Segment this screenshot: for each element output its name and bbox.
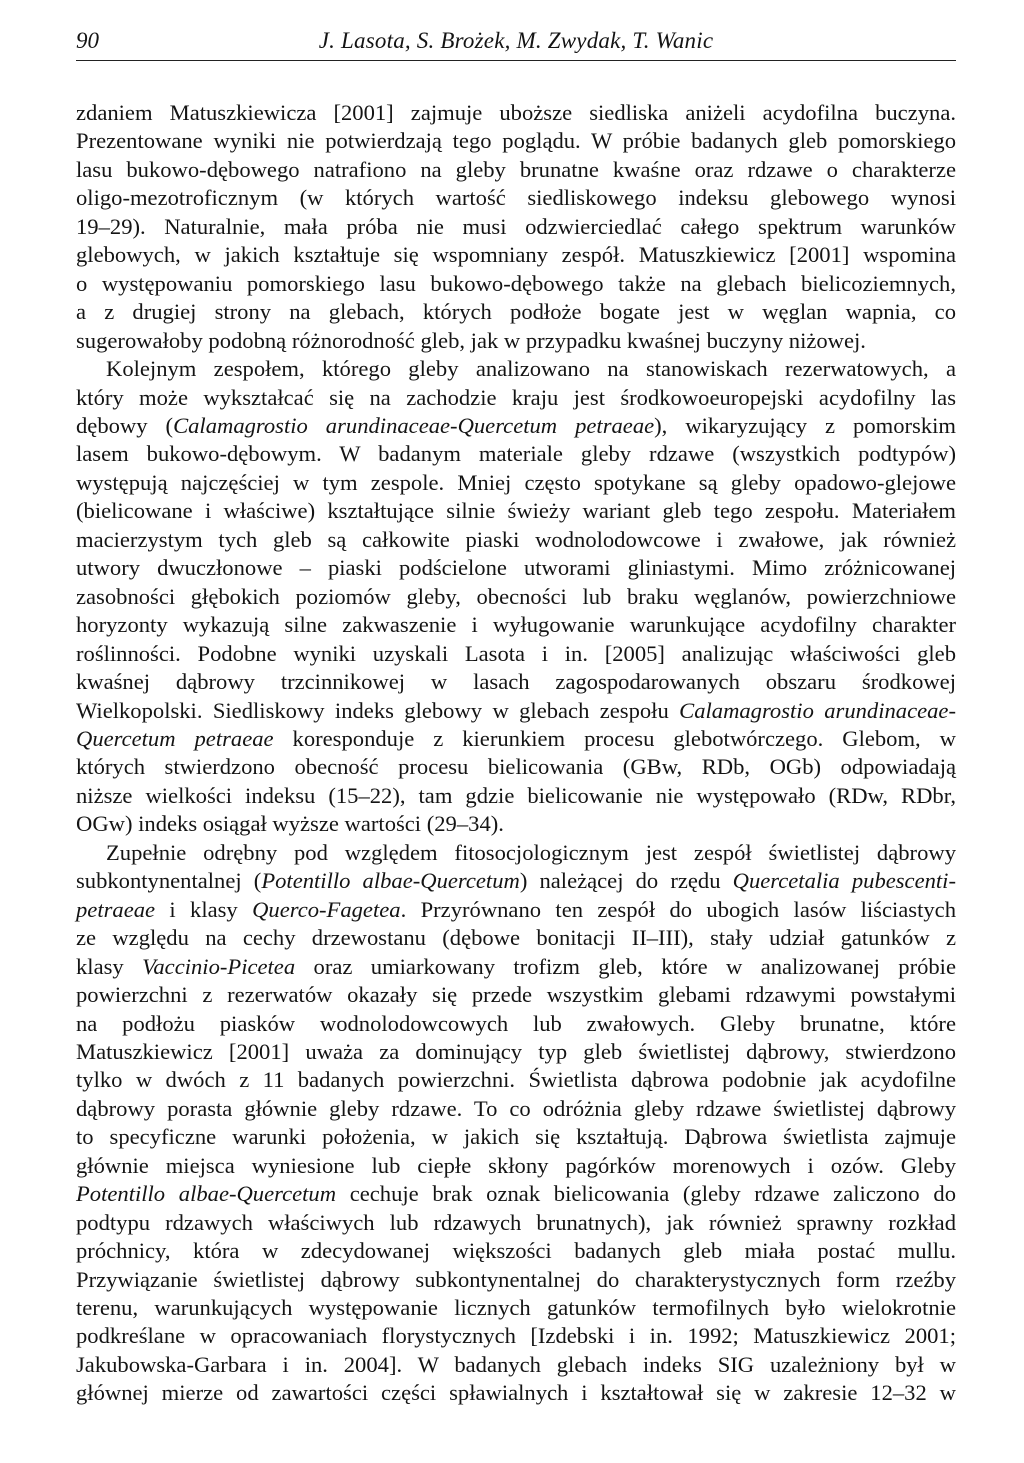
text-line: powierzchni z rezerwatów okazały się przede wszystkim glebami rdzawymi powstałymi bbox=[76, 982, 956, 1008]
text-line: Prezentowane wyniki nie potwierdzają tego poglądu. W próbie badanych gleb pomorskiego bbox=[76, 128, 956, 154]
text-line: dębowy (Calamagrostio arundinaceae-Quercetum petraeae), wikaryzujący z pomorskim bbox=[76, 412, 956, 438]
text-line: o występowaniu pomorskiego lasu bukowo-dębowego także na glebach bielicoziemnych, bbox=[76, 270, 956, 296]
journal-page bbox=[76, 22, 956, 1408]
body-text bbox=[76, 99, 956, 1408]
latin-taxon-name: petraeae bbox=[76, 896, 156, 922]
text-line: zasobności głębokich poziomów gleby, obecności lub braku węglanów, powierzchniowe bbox=[76, 583, 956, 609]
text-line: terenu, warunkujących występowanie licznych gatunków termofilnych było wielokrotnie bbox=[76, 1295, 956, 1321]
text-line: Quercetum petraeae koresponduje z kierunkiem procesu glebotwórczego. Glebom, w bbox=[76, 725, 956, 751]
text-line: lasu bukowo-dębowego natrafiono na gleby brunatne kwaśne oraz rdzawe o charakterze bbox=[76, 156, 956, 182]
text-line: oligo-mezotroficznym (w których wartość siedliskowego indeksu glebowego wynosi bbox=[76, 185, 956, 211]
text-line: petraeae i klasy Querco-Fagetea. Przyrównano ten zespół do ubogich lasów liściastych bbox=[76, 896, 956, 922]
text-line: występują najczęściej w tym zespole. Mniej często spotykane są gleby opadowo-glejowe bbox=[76, 469, 956, 495]
text-line: próchnicy, która w zdecydowanej większości badanych gleb miała postać mullu. bbox=[76, 1238, 956, 1264]
text-line: niższe wielkości indeksu (15–22), tam gdzie bielicowanie nie występowało (RDw, RDbr, bbox=[76, 782, 956, 808]
text-line: głównie miejsca wyniesione lub ciepłe skłony pagórków morenowych i ozów. Gleby bbox=[76, 1152, 956, 1178]
text-line: tylko w dwóch z 11 badanych powierzchni. Świetlista dąbrowa podobnie jak acydofilne bbox=[76, 1067, 956, 1093]
latin-taxon-name: Quercetum petraeae bbox=[76, 725, 274, 751]
text-line: macierzystym tych gleb są całkowite piaski wodnolodowcowe i zwałowe, jak również bbox=[76, 526, 956, 552]
text-line: głównej mierze od zawartości części spławialnych i kształtował się w zakresie 12–32 w bbox=[76, 1380, 956, 1406]
text-line: na podłożu piasków wodnolodowcowych lub zwałowych. Gleby brunatne, które bbox=[76, 1010, 956, 1036]
latin-taxon-name: Vaccinio-Picetea bbox=[142, 953, 296, 979]
text-line: zdaniem Matuszkiewicza [2001] zajmuje uboższe siedliska aniżeli acydofilna buczyna. bbox=[76, 100, 956, 125]
text-line: utwory dwuczłonowe – piaski podścielone utworami gliniastymi. Mimo zróżnicowanej bbox=[76, 555, 956, 581]
text-line: a z drugiej strony na glebach, których podłoże bogate jest w węglan wapnia, co bbox=[76, 299, 956, 325]
text-line: Przywiązanie świetlistej dąbrowy subkontynentalnej do charakterystycznych form rzeźby bbox=[76, 1266, 956, 1292]
latin-taxon-name: Potentillo albae-Quercetum bbox=[261, 868, 520, 894]
text-line: kwaśnej dąbrowy trzcinnikowej w lasach zagospodarowanych obszaru środkowej bbox=[76, 669, 956, 695]
text-line: podkreślane w opracowaniach florystycznych [Izdebski i in. 1992; Matuszkiewicz 2001; bbox=[76, 1323, 956, 1349]
page-number: 90 bbox=[76, 28, 99, 53]
text-line: (bielicowane i właściwe) kształtujące silnie świeży wariant gleb tego zespołu. Materiałem bbox=[76, 498, 956, 524]
text-line: Kolejnym zespołem, którego gleby analizowano na stanowiskach rezerwatowych, a bbox=[106, 356, 956, 382]
text-line: Wielkopolski. Siedliskowy indeks glebowy w glebach zespołu Calamagrostio arundinaceae- bbox=[76, 697, 956, 723]
latin-taxon-name: Quercetalia pubescenti- bbox=[732, 868, 956, 894]
text-line: podtypu rdzawych właściwych lub rdzawych brunatnych), jak również sprawny rozkład bbox=[76, 1209, 956, 1235]
latin-taxon-name: Calamagrostio arundinaceae-Quercetum petraeae bbox=[173, 412, 655, 438]
latin-taxon-name: Calamagrostio arundinaceae- bbox=[679, 697, 956, 723]
text-line: roślinności. Podobne wyniki uzyskali Lasota i in. [2005] analizując właściwości gleb bbox=[76, 640, 956, 666]
text-line: klasy Vaccinio-Picetea oraz umiarkowany trofizm gleb, które w analizowanej próbie bbox=[76, 953, 956, 979]
text-line: horyzonty wykazują silne zakwaszenie i wyługowanie warunkujące acydofilny charakter bbox=[76, 612, 956, 638]
text-line: Jakubowska-Garbara i in. 2004]. W badanych glebach indeks SIG uzależniony był w bbox=[76, 1351, 956, 1377]
running-header bbox=[76, 22, 956, 61]
text-line: Matuszkiewicz [2001] uważa za dominujący typ gleb świetlistej dąbrowy, stwierdzono bbox=[76, 1038, 956, 1064]
text-line: 19–29). Naturalnie, mała próba nie musi odzwierciedlać całego spektrum warunków bbox=[76, 213, 956, 239]
text-line: który może wykształcać się na zachodzie kraju jest środkowoeuropejski acydofilny las bbox=[76, 384, 956, 410]
text-line: glebowych, w jakich kształtuje się wspomniany zespół. Matuszkiewicz [2001] wspomina bbox=[76, 242, 956, 268]
text-line: których stwierdzono obecność procesu bielicowania (GBw, RDb, OGb) odpowiadają bbox=[76, 754, 956, 780]
running-title-authors: J. Lasota, S. Brożek, M. Zwydak, T. Wanic bbox=[318, 28, 714, 53]
text-line: OGw) indeks osiągał wyższe wartości (29–34). bbox=[76, 811, 504, 837]
latin-taxon-name: Querco-Fagetea bbox=[252, 896, 401, 922]
text-line: lasem bukowo-dębowym. W badanym materiale gleby rdzawe (wszystkich podtypów) bbox=[76, 441, 956, 467]
text-line: subkontynentalnej (Potentillo albae-Quercetum) należącej do rzędu Quercetalia pubescenti- bbox=[76, 868, 956, 894]
text-line: Potentillo albae-Quercetum cechuje brak oznak bielicowania (gleby rdzawe zaliczono do bbox=[76, 1181, 956, 1207]
text-line: Zupełnie odrębny pod względem fitosocjologicznym jest zespół świetlistej dąbrowy bbox=[106, 839, 956, 865]
latin-taxon-name: Potentillo albae-Quercetum bbox=[76, 1181, 337, 1207]
text-line: sugerowałoby podobną różnorodność gleb, jak w przypadku kwaśnej buczyny niżowej. bbox=[76, 327, 866, 353]
text-line: ze względu na cechy drzewostanu (dębowe bonitacji II–III), stały udział gatunków z bbox=[76, 925, 956, 951]
text-line: to specyficzne warunki położenia, w jakich się kształtują. Dąbrowa świetlista zajmuje bbox=[76, 1124, 956, 1150]
text-line: dąbrowy porasta głównie gleby rdzawe. To co odróżnia gleby rdzawe świetlistej dąbrowy bbox=[76, 1095, 956, 1121]
